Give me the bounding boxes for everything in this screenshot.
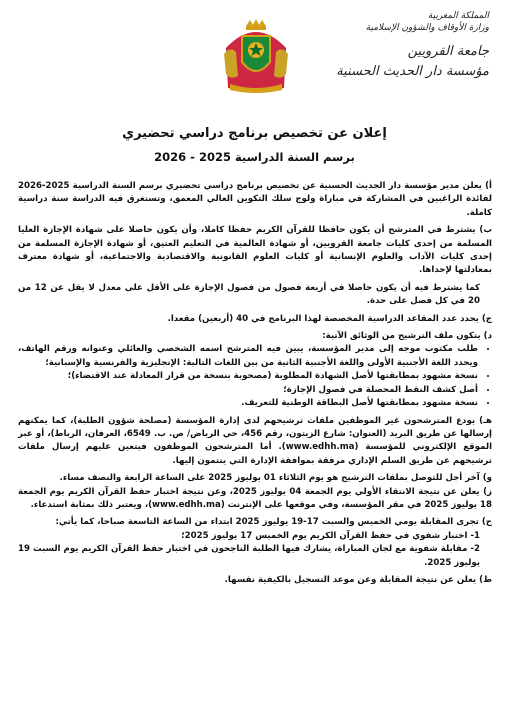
moroccan-coat-of-arms-emblem <box>220 18 292 94</box>
item-c: ج) يحدد عدد المقاعد الدراسية المخصصة لهذا البرنامج في 40 (أربعين) مقعدا. <box>167 313 492 324</box>
announcement-title: إعلان عن تخصيص برنامج دراسي تحضيري <box>122 126 387 141</box>
item-h2: ح) تجرى المقابلة يومي الخميس والسبت 17-19 يوليوز 2025 ابتداء من الساعة التاسعة صباحا، كما يأتي: <box>55 517 492 528</box>
item-b: ب) يشترط في المترشح أن يكون حافظا للقرآن الكريم حفظا كاملا، وأن يكون حاصلا على شهادة الإجازة العليا المسلمة من إحدى كليات جامعة القرويين، أو شهادة العالمية في التعليم العتيق، أو شهادة الإجازة المسلمة من إحدى كليات الآداب والعلوم الإنسانية أو كليات العلوم القانونية والاقتصادية والاجتماعية، أو شهادة معترف بمعادلتها لإحداها. <box>18 225 492 276</box>
letterhead-text <box>299 10 489 82</box>
item-h: هـ) يودع المترشحون غير الموظفين ملفات ترشيحهم لدى إدارة المؤسسة (مصلحة شؤون الطلبة)، كما يمكنهم إرسالها عن طريق البريد (العنوان: شارع الزيتون، رقم 456، حي الرياض/ ص. ب. 6549، العرفان، الرباط)، أو عبر الموقع الإلكتروني للمؤسسة (www.edhh.ma). أما المترشحون الموظفون فيتعين عليهم إرسال ملفات ترشيحهم عن طريق السلم الإداري مرفقة بموافقة الإدارة التي ينتمون إليها. <box>18 415 493 466</box>
list-item: • نسخة مشهود بمطابقتها لأصل الشهادة المطلوبة (مصحوبة بنسخة من قرار المعادلة عند الاقتضاء)؛ <box>18 370 478 383</box>
announcement-subtitle: برسم السنة الدراسية 2025 - 2026 <box>154 150 355 164</box>
list-item: • طلب مكتوب موجه إلى مدير المؤسسة، يبين فيه المترشح اسمه الشخصي والعائلي وعنوانه ورقم الهاتف، ويحدد اللغة الأجنبية الأولى واللغة الأجنبية الثانية من بين اللغات التالية: الإنجليزية والفرنسية والإسبانية؛ <box>18 343 478 370</box>
item-w: و) آخر أجل للتوصل بملفات الترشيح هو يوم الثلاثاء 01 يوليوز 2025 على الساعة الرابعة والنصف مساء. <box>59 473 492 484</box>
interview-step-1: 1- اختبار شفوي في حفظ القرآن الكريم يوم الخميس 17 يوليوز 2025؛ <box>181 530 480 541</box>
letterhead <box>0 0 509 112</box>
item-z: ز) يعلن عن نتيجة الانتقاء الأولي يوم الجمعة 04 يوليوز 2025، وعن نتيجة اختبار حفظ القرآن الكريم يوم الجمعة 18 يوليوز 2025 في مقر المؤسسة، وفي موقعها على الإنترنت (www.edhh.ma)، ويعتبر ذلك بمثابة استدعاء. <box>18 486 492 510</box>
institute-name: مؤسسة دار الحديث الحسنية <box>336 64 489 79</box>
item-t: ط) يعلن عن نتيجة المقابلة وعن موعد التسجيل بالكيفية نفسها. <box>224 574 492 585</box>
list-item: • نسخة مشهود بمطابقتها لأصل البطاقة الوطنية للتعريف. <box>18 397 478 410</box>
kingdom-name: المملكة المغربية <box>427 11 489 21</box>
announcement-body <box>18 180 492 591</box>
university-name: جامعة القرويين <box>407 44 489 59</box>
documents-list <box>18 343 492 410</box>
item-a: أ) يعلن مدير مؤسسة دار الحديث الحسنية عن تخصيص برنامج دراسي تحضيري برسم السنة الدراسية 2025-2026 لفائدة الراغبين في المشاركة في مباراة ولوج سلك التكوين العالي المعمق، وتستغرق فيه الدراسة سنة دراسية كاملة. <box>18 181 492 218</box>
item-d: د) يتكون ملف الترشيح من الوثائق الآتية: <box>322 331 492 342</box>
ministry-name: وزارة الأوقاف والشؤون الإسلامية <box>365 23 489 33</box>
interview-step-2: 2- مقابلة شفوية مع لجان المباراة، يشارك فيها الطلبة الناجحون في اختبار حفظ القرآن الكريم يوم السبت 19 يوليوز 2025. <box>18 544 480 568</box>
item-b-condition: كما يشترط فيه أن يكون حاصلا في أربعة فصول من فصول الإجازة على الأقل على معدل لا يقل عن 12 من 20 في كل فصل على حدة. <box>18 282 480 307</box>
list-item: • أصل كشف النقط المحصلة في فصول الإجازة؛ <box>18 384 478 397</box>
